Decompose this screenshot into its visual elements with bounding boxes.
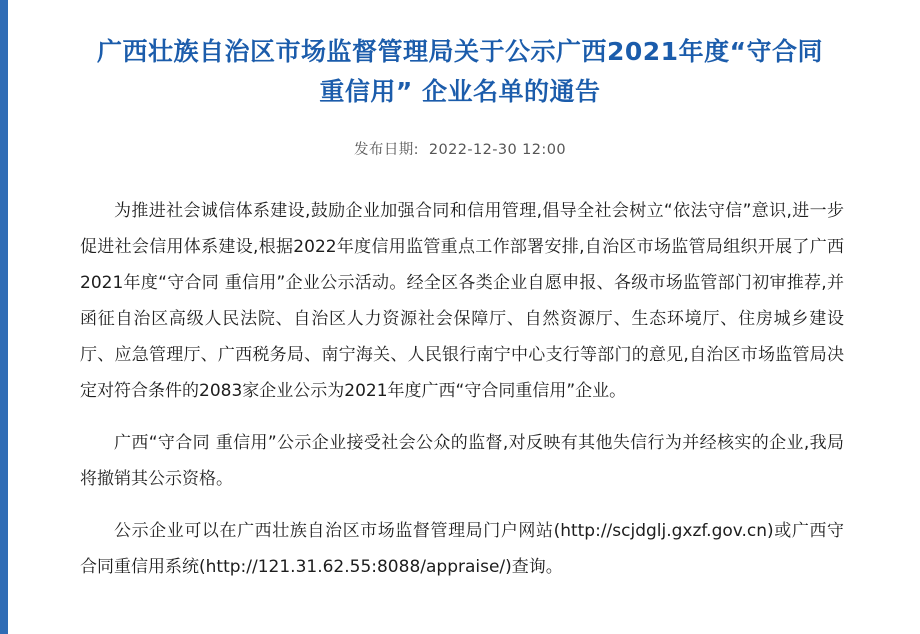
paragraph-1: 为推进社会诚信体系建设,鼓励企业加强合同和信用管理,倡导全社会树立“依法守信”意识,进一步促进社会信用体系建设,根据2022年度信用监管重点工作部署安排,自治区市场监管局组织开展了广西2021年度“守合同 重信用”企业公示活动。经全区各类企业自愿申报、各级市场监管部门初审推荐,并函征自治区高级人民法院、自治区人力资源社会保障厅、自然资源厅、生态环境厅、住房城乡建设厅、应急管理厅、广西税务局、南宁海关、人民银行南宁中心支行等部门的意见,自治区市场监管局决定对符合条件的2083家企业公示为2021年度广西“守合同重信用”企业。: [80, 201, 844, 401]
page-title: 广西壮族自治区市场监督管理局关于公示广西2021年度“守合同 重信用” 企业名单的通告: [96, 37, 823, 106]
publish-date-value: 2022-12-30 12:00: [428, 142, 566, 158]
document-body: [58, 193, 862, 585]
paragraph-3: 公示企业可以在广西壮族自治区市场监督管理局门户网站(http://scjdglj.gxzf.gov.cn)或广西守合同重信用系统(http://121.31.62.55:8088/appraise/)查询。: [80, 521, 844, 577]
publish-meta: [58, 138, 862, 159]
publish-date-label: 发布日期:: [354, 142, 419, 158]
paragraph-2: 广西“守合同 重信用”公示企业接受社会公众的监督,对反映有其他失信行为并经核实的企业,我局将撤销其公示资格。: [80, 433, 844, 489]
